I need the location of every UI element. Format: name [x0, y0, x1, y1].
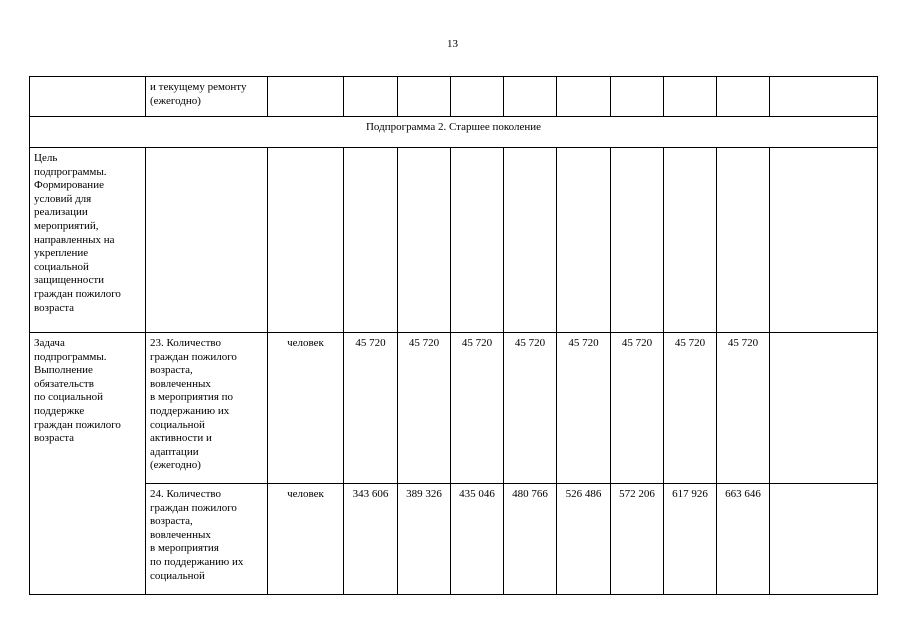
- indicator-24-row: [30, 484, 878, 595]
- empty-cell: [268, 148, 344, 333]
- indicator-24-value: 572 206: [611, 484, 664, 595]
- empty-cell: [611, 77, 664, 117]
- goal-cell: Цель подпрограммы. Формирование условий для реализации мероприятий, направленных на укрепление социальной защищенности граждан пожилого возраста: [30, 148, 146, 333]
- indicator-24-value: 526 486: [557, 484, 611, 595]
- indicators-table: [29, 76, 878, 595]
- empty-cell: [451, 148, 504, 333]
- indicator-23-value: 45 720: [344, 333, 398, 484]
- indicator-24-value: 435 046: [451, 484, 504, 595]
- empty-cell: [398, 148, 451, 333]
- subprogram-title: Подпрограмма 2. Старшее поколение: [30, 117, 878, 148]
- indicator-23-row: [30, 333, 878, 484]
- empty-cell: [557, 77, 611, 117]
- empty-cell: [717, 148, 770, 333]
- indicator-24-name: 24. Количество граждан пожилого возраста, вовлеченных в мероприятия по поддержанию их социальной: [146, 484, 268, 595]
- task-cell: Задача подпрограммы. Выполнение обязательств по социальной поддержке граждан пожилого возраста: [30, 333, 146, 595]
- empty-cell: [451, 77, 504, 117]
- indicator-23-value: 45 720: [398, 333, 451, 484]
- continuation-row: [30, 77, 878, 117]
- indicator-24-last-cell: [770, 484, 878, 595]
- empty-cell: [717, 77, 770, 117]
- empty-cell: [664, 148, 717, 333]
- empty-cell: [146, 148, 268, 333]
- indicator-23-value: 45 720: [504, 333, 557, 484]
- indicator-24-value: 480 766: [504, 484, 557, 595]
- goal-row: [30, 148, 878, 333]
- empty-cell: [398, 77, 451, 117]
- empty-cell: [611, 148, 664, 333]
- empty-cell: [504, 148, 557, 333]
- empty-cell: [344, 77, 398, 117]
- indicator-23-unit: человек: [268, 333, 344, 484]
- continuation-indicator-cell: и текущему ремонту (ежегодно): [146, 77, 268, 117]
- indicator-24-value: 617 926: [664, 484, 717, 595]
- empty-cell: [770, 148, 878, 333]
- empty-cell: [268, 77, 344, 117]
- indicator-23-value: 45 720: [451, 333, 504, 484]
- indicator-24-value: 343 606: [344, 484, 398, 595]
- indicator-24-unit: человек: [268, 484, 344, 595]
- page-number: 13: [447, 38, 458, 50]
- indicator-23-value: 45 720: [664, 333, 717, 484]
- empty-cell: [504, 77, 557, 117]
- indicator-23-name: 23. Количество граждан пожилого возраста, вовлеченных в мероприятия по поддержанию их социальной активности и адаптации (ежегодно): [146, 333, 268, 484]
- indicator-23-value: 45 720: [557, 333, 611, 484]
- subprogram-header-row: [30, 117, 878, 148]
- empty-cell: [770, 77, 878, 117]
- indicator-24-value: 663 646: [717, 484, 770, 595]
- indicator-23-value: 45 720: [717, 333, 770, 484]
- indicator-23-value: 45 720: [611, 333, 664, 484]
- empty-cell: [664, 77, 717, 117]
- continuation-goal-cell: [30, 77, 146, 117]
- empty-cell: [344, 148, 398, 333]
- indicator-23-last-cell: [770, 333, 878, 484]
- empty-cell: [557, 148, 611, 333]
- indicator-24-value: 389 326: [398, 484, 451, 595]
